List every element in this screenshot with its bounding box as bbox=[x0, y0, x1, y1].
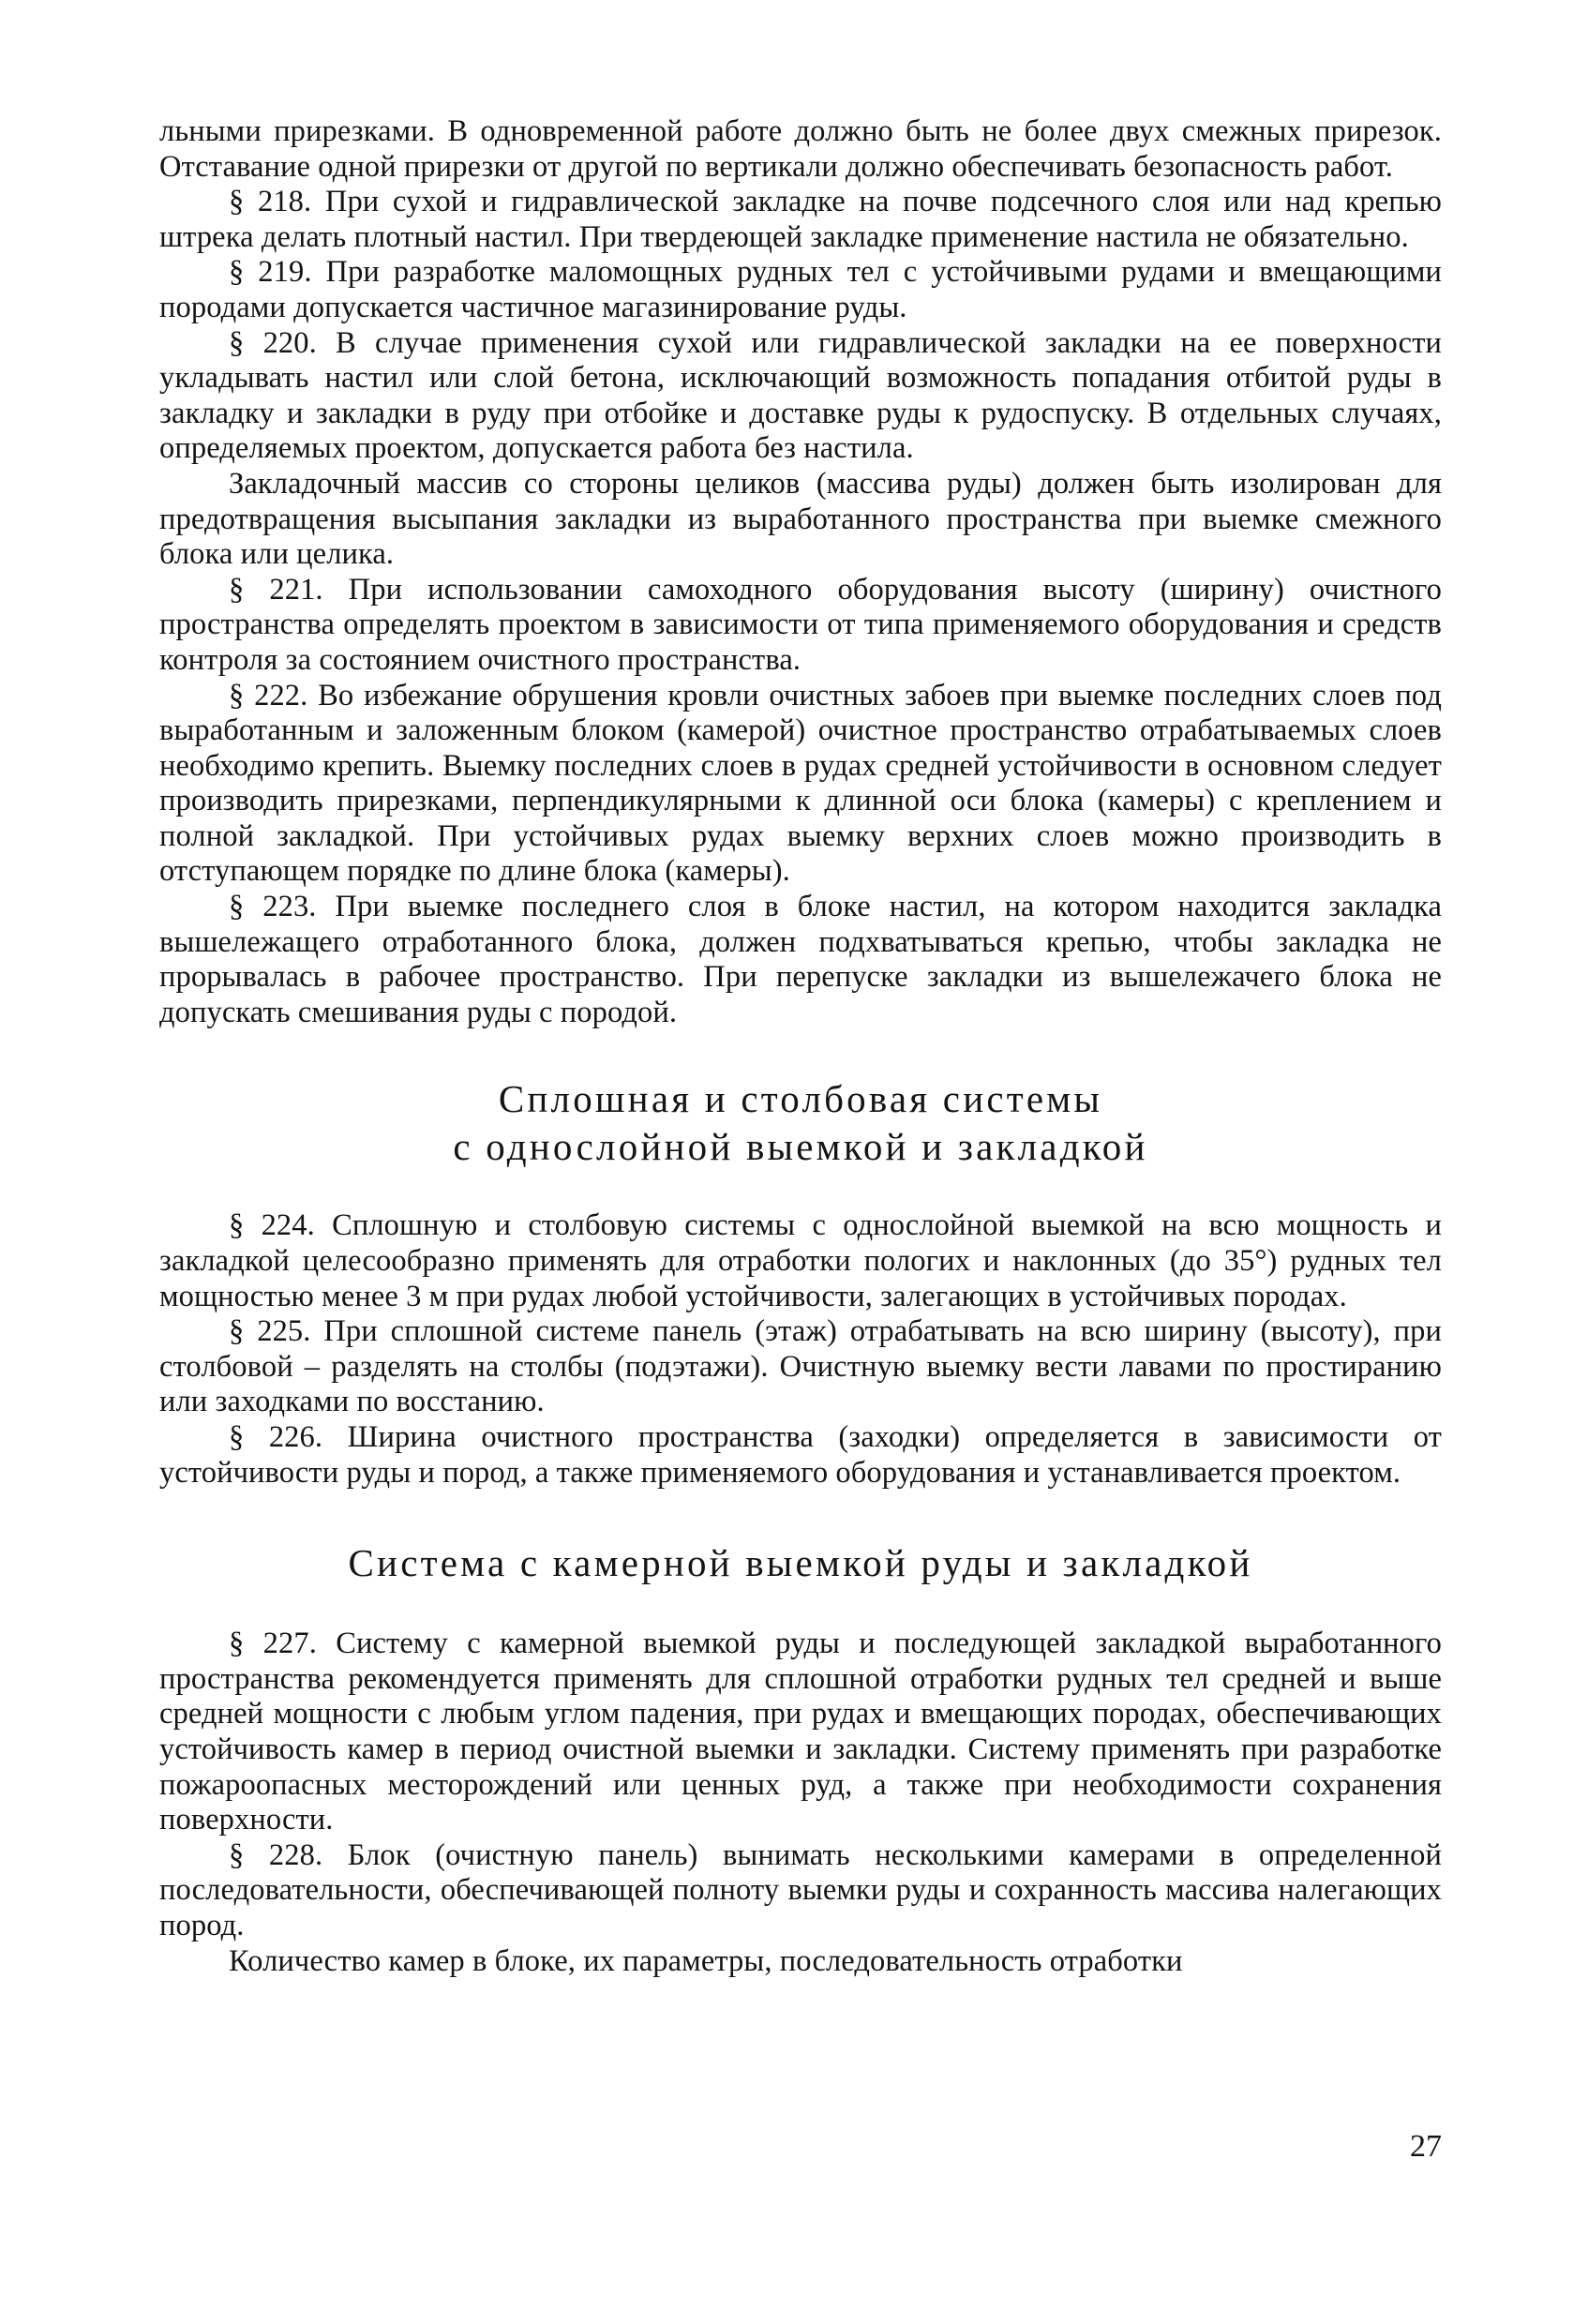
paragraph-224: § 224. Сплошную и столбовую системы с однослойной выемкой на всю мощность и закладкой целесообразно применять для отработки пологих и наклонных (до 35°) рудных тел мощностью менее 3 м при рудах любой устойчивости, залегающих в устойчивых породах. bbox=[159, 1208, 1442, 1313]
paragraph-220-cont: Закладочный массив со стороны целиков (массива руды) должен быть изолирован для предотвращения высыпания закладки из выработанного пространства при выемке смежного блока или целика. bbox=[159, 466, 1442, 572]
paragraph-225: § 225. При сплошной системе панель (этаж) отрабатывать на всю ширину (высоту), при столбовой – разделять на столбы (подэтажи). Очистную выемку вести лавами по простиранию или заходками по восстанию. bbox=[159, 1314, 1442, 1419]
paragraph-228: § 228. Блок (очистную панель) вынимать несколькими камерами в определенной последовательности, обеспечивающей полноту выемки руды и сохранность массива налегающих пород. bbox=[159, 1837, 1442, 1942]
paragraph-223: § 223. При выемке последнего слоя в блоке настил, на котором находится закладка вышележащего отработанного блока, должен подхватываться крепью, чтобы закладка не прорывалась в рабочее пространство. При перепуске закладки из вышележачего блока не допускать смешивания руды с породой. bbox=[159, 890, 1442, 1029]
paragraph-226: § 226. Ширина очистного пространства (заходки) определяется в зависимости от устойчивости руды и пород, а также применяемого оборудования и устанавливается проектом. bbox=[159, 1420, 1442, 1490]
paragraph-219: § 219. При разработке маломощных рудных тел с устойчивыми рудами и вмещающими породами допускается частичное магазинирование руды. bbox=[159, 255, 1442, 324]
section-heading-continuous-pillar bbox=[159, 1075, 1442, 1171]
section-heading-line-1: Сплошная и столбовая системы bbox=[498, 1077, 1103, 1121]
paragraph-continuation: льными прирезками. В одновременной работе должно быть не более двух смежных прирезок. Отставание одной прирезки от другой по вертикали должно обеспечивать безопасность работ. bbox=[159, 114, 1442, 184]
paragraph-227: § 227. Систему с камерной выемкой руды и последующей закладкой выработанного пространства рекомендуется применять для сплошной отработки рудных тел средней и выше средней мощности с любым углом падения, при рудах и вмещающих породах, обеспечивающих устойчивость камер в период очистной выемки и закладки. Систему применять при разработке пожароопасных месторождений или ценных руд, а также при необходимости сохранения поверхности. bbox=[159, 1627, 1442, 1837]
paragraph-222: § 222. Во избежание обрушения кровли очистных забоев при выемке последних слоев под выработанным и заложенным блоком (камерой) очистное пространство отрабатываемых слоев необходимо крепить. Выемку последних слоев в рудах средней устойчивости в основном следует производить прирезками, перпендикулярными к длинной оси блока (камеры) с креплением и полной закладкой. При устойчивых рудах выемку верхних слоев можно производить в отступающем порядке по длине блока (камеры). bbox=[159, 678, 1442, 889]
paragraph-220: § 220. В случае применения сухой или гидравлической закладки на ее поверхности укладывать настил или слой бетона, исключающий возможность попадания отбитой руды в закладку и закладки в руду при отбойке и доставке руды к рудоспуску. В отдельных случаях, определяемых проектом, допускается работа без настила. bbox=[159, 325, 1442, 466]
paragraph-218: § 218. При сухой и гидравлической закладке на почве подсечного слоя или над крепью штрека делать плотный настил. При твердеющей закладке применение настила не обязательно. bbox=[159, 185, 1442, 254]
paragraph-221: § 221. При использовании самоходного оборудования высоту (ширину) очистного пространства определять проектом в зависимости от типа применяемого оборудования и средств контроля за состоянием очистного пространства. bbox=[159, 572, 1442, 677]
document-page bbox=[159, 114, 1442, 1979]
paragraph-228-cont: Количество камер в блоке, их параметры, последовательность отработки bbox=[229, 1943, 1183, 1978]
section-heading-chamber-system: Система с камерной выемкой руды и закладкой bbox=[348, 1541, 1253, 1585]
page-number: 27 bbox=[1410, 2129, 1442, 2164]
section-heading-line-2: с однослойной выемкой и закладкой bbox=[453, 1125, 1148, 1169]
